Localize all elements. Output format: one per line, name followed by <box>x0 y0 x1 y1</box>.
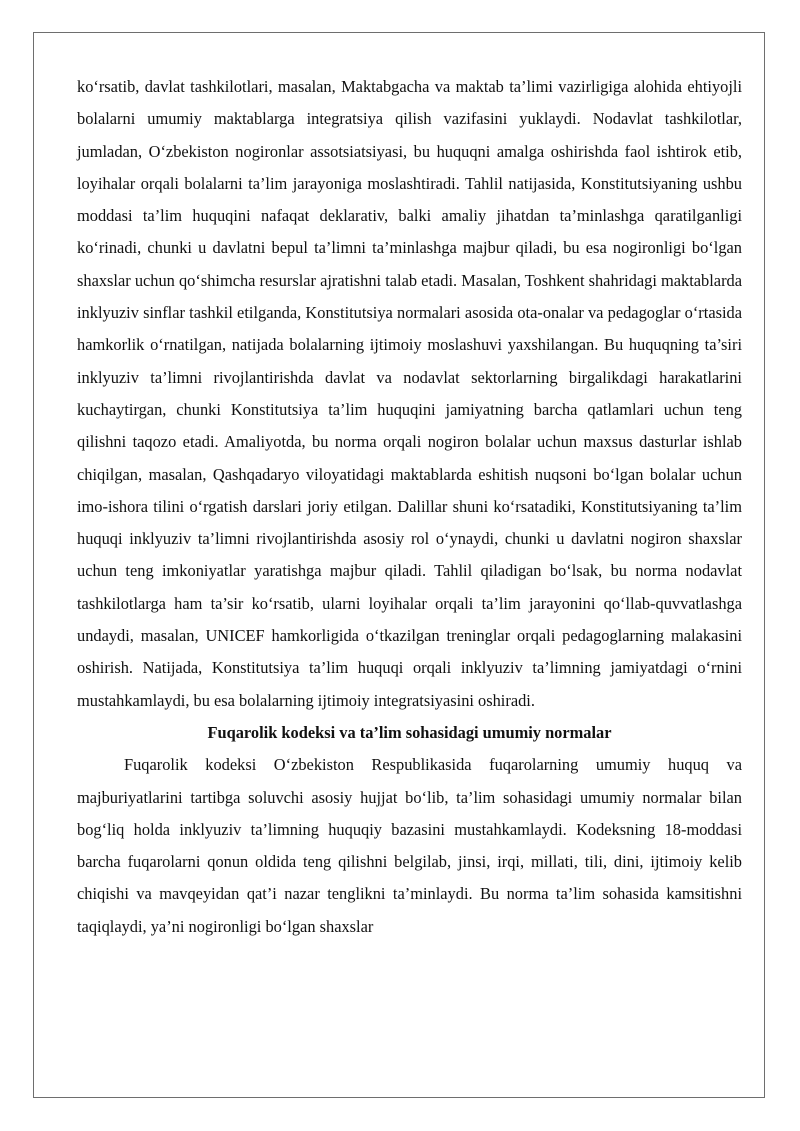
body-paragraph: ko‘rsatib, davlat tashkilotlari, masalan, Maktabgacha va maktab ta’limi vazirligiga alohida ehtiyojli bolalarni umumiy maktablarga integratsiya qilish vazifasini yuklaydi. Nodavlat tashkilotlar, jumladan, O‘zbekiston nogironlar assotsiatsiyasi, bu huquqni amalga oshirishda faol ishtirok etib, loyihalar orqali bolalarni ta’lim jarayoniga moslashtiradi. Tahlil natijasida, Konstitutsiyaning ushbu moddasi ta’lim huquqini nafaqat deklarativ, balki amaliy jihatdan ta’minlashga qaratilganligi ko‘rinadi, chunki u davlatni bepul ta’limni ta’minlashga majbur qiladi, bu esa nogironligi bo‘lgan shaxslar uchun qo‘shimcha resurslar ajratishni talab etadi. Masalan, Toshkent shahridagi maktablarda inklyuziv sinflar tashkil etilganda, Konstitutsiya normalari asosida ota-onalar va pedagoglar o‘rtasida hamkorlik o‘rnatilgan, natijada bolalarning ijtimoiy moslashuvi yaxshilangan. Bu huquqning ta’siri inklyuziv ta’limni rivojlantirishda davlat va nodavlat sektorlarning birgalikdagi harakatlarini kuchaytirgan, chunki Konstitutsiya ta’lim huquqini jamiyatning barcha qatlamlari uchun teng qilishni taqozo etadi. Amaliyotda, bu norma orqali nogiron bolalar uchun maxsus dasturlar ishlab chiqilgan, masalan, Qashqadaryo viloyatidagi maktablarda eshitish nuqsoni bo‘lgan bolalar uchun imo-ishora tilini o‘rgatish darslari joriy etilgan. Dalillar shuni ko‘rsatadiki, Konstitutsiyaning ta’lim huquqi inklyuziv ta’limni rivojlantirishda asosiy rol o‘ynaydi, chunki u davlatni nogiron shaxslar uchun teng imkoniyatlar yaratishga majbur qiladi. Tahlil qiladigan bo‘lsak, bu norma nodavlat tashkilotlarga ham ta’sir ko‘rsatib, ularni loyihalar orqali ta’lim jarayonini qo‘llab-quvvatlashga undaydi, masalan, UNICEF hamkorligida o‘tkazilgan treninglar orqali pedagoglarning malakasini oshirish. Natijada, Konstitutsiya ta’lim huquqi orqali inklyuziv ta’limning jamiyatdagi o‘rnini mustahkamlaydi, bu esa bolalarning ijtimoiy integratsiyasini oshiradi. <box>77 77 742 710</box>
section-heading: Fuqarolik kodeksi va ta’lim sohasidagi umumiy normalar <box>207 722 612 742</box>
document-body <box>77 71 742 943</box>
body-paragraph: Fuqarolik kodeksi O‘zbekiston Respublikasida fuqarolarning umumiy huquq va majburiyatlarini tartibga soluvchi asosiy hujjat bo‘lib, ta’lim sohasidagi umumiy normalar bilan bog‘liq holda inklyuziv ta’limning huquqiy bazasini mustahkamlaydi. Kodeksning 18-moddasi barcha fuqarolarni qonun oldida teng qilishni belgilab, jinsi, irqi, millati, tili, dini, ijtimoiy kelib chiqishi va mavqeyidan qat’i nazar tenglikni ta’minlaydi. Bu norma ta’lim sohasida kamsitishni taqiqlaydi, ya’ni nogironligi bo‘lgan shaxslar <box>77 755 742 936</box>
